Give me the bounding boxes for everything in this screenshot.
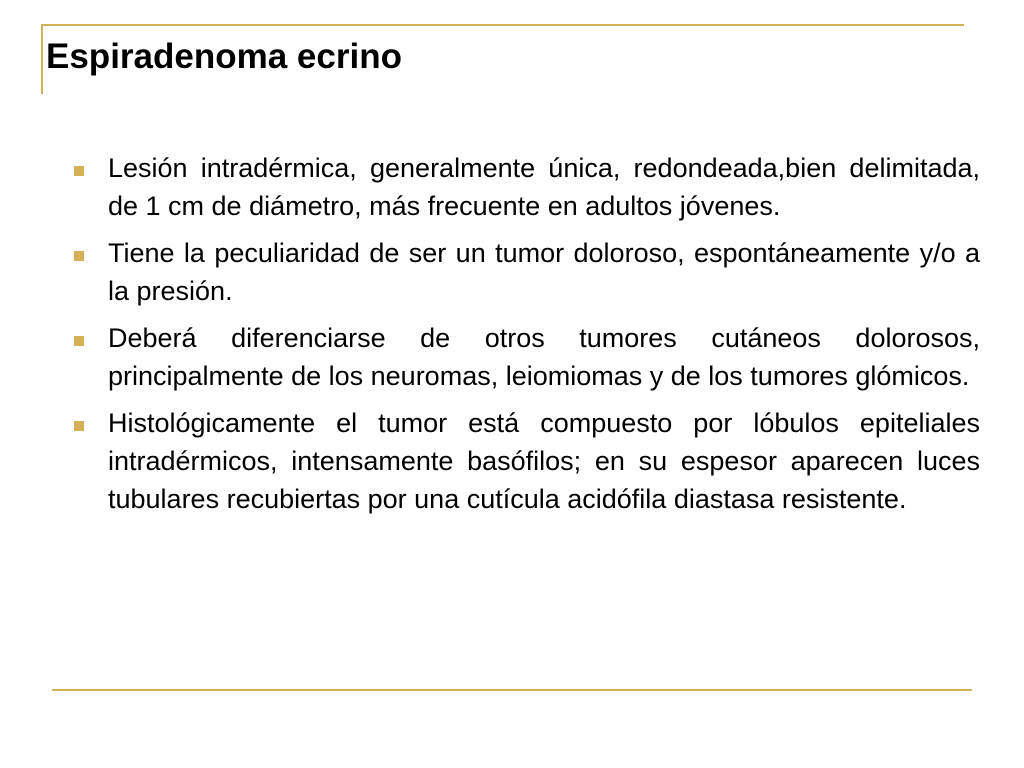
- square-bullet-icon: [74, 421, 84, 431]
- bullet-text: Deberá diferenciarse de otros tumores cutáneos dolorosos, principalmente de los neuromas, leiomiomas y de los tumores glómicos.: [108, 323, 980, 391]
- bottom-divider-line: [52, 689, 972, 691]
- bullet-item: [74, 404, 980, 518]
- bullet-item: [74, 319, 980, 395]
- bullet-list: [74, 149, 980, 527]
- slide-title: Espiradenoma ecrino: [46, 37, 402, 76]
- bullet-text: Tiene la peculiaridad de ser un tumor doloroso, espontáneamente y/o a la presión.: [108, 238, 980, 306]
- bullet-text: Histológicamente el tumor está compuesto por lóbulos epiteliales intradérmicos, intensamente basófilos; en su espesor aparecen luces tubulares recubiertas por una cutícula acidófila diastasa resistente.: [108, 408, 980, 514]
- bullet-item: [74, 234, 980, 310]
- top-divider-line: [43, 24, 964, 26]
- square-bullet-icon: [74, 166, 84, 176]
- bullet-item: [74, 149, 980, 225]
- square-bullet-icon: [74, 336, 84, 346]
- bullet-text: Lesión intradérmica, generalmente única, redondeada,bien delimitada, de 1 cm de diámetro, más frecuente en adultos jóvenes.: [108, 153, 980, 221]
- square-bullet-icon: [74, 251, 84, 261]
- title-accent-line: [41, 24, 43, 94]
